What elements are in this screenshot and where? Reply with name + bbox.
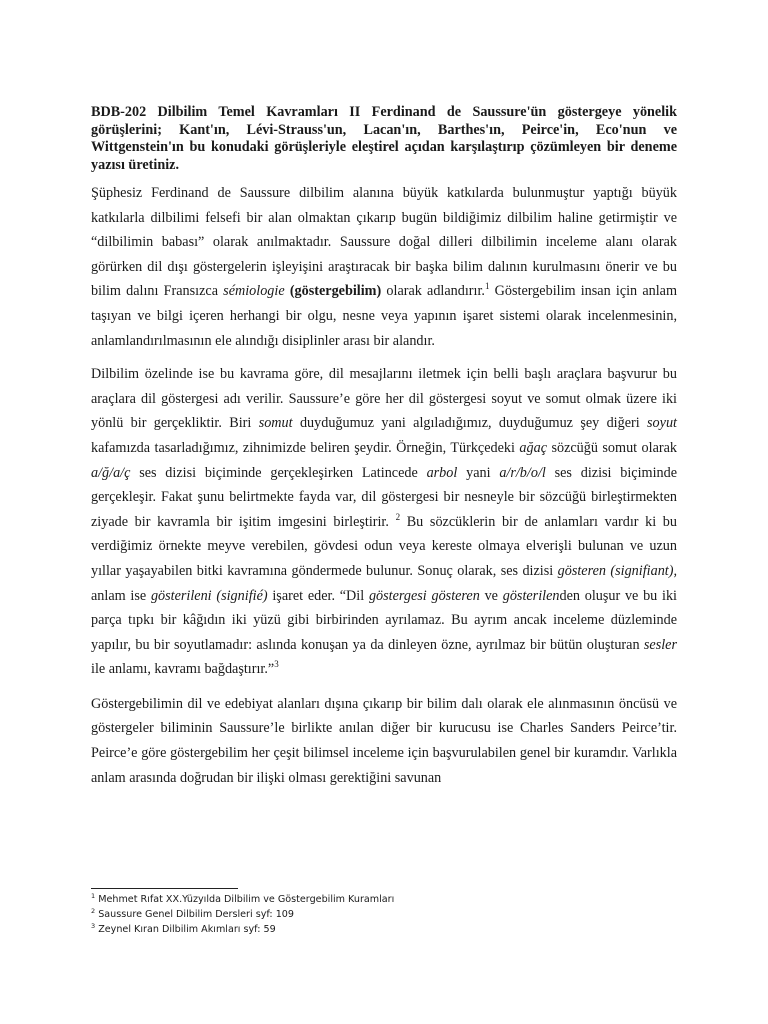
term-semiologie: sémiologie <box>223 283 285 300</box>
paragraph-3: Göstergebilimin dil ve edebiyat alanları dışına çıkarıp bir bilim dalı olarak ele alınmasının öncüsü ve göstergeler biliminin Saussure’le birlikte anılan diğer bir kurucusu ise Charles Sanders Peirce’tir. Peirce’e göre göstergebilim her çeşit bilimsel inceleme için başvurulabilen genel bir kuramdır. Varlıkla anlam arasında doğrudan bir ilişki olması gerektiğini savunan <box>91 695 677 786</box>
paragraph-2-text: ve <box>479 587 503 604</box>
paragraph-2-text: ile anlamı, kavramı bağdaştırır.” <box>91 661 275 678</box>
term-soyut: soyut <box>647 415 677 432</box>
paragraph-2-text: ses dizisi biçiminde gerçekleşirken Latincede <box>130 464 427 481</box>
document-body <box>91 104 677 790</box>
paragraph-1-text: Şüphesiz Ferdinand de Saussure dilbilim alanına büyük katkılarda bulunmuştur yaptığı büyük katkılarla dilbilimi felsefi bir alan olmaktan çıkarıp bugün bildiğimiz dilbilim haline getirmiştir ve “dilbilimin babası” olarak anılmaktadır. Saussure doğal dilleri dilbilimin inceleme alanı olarak görürken dil dışı göstergelerin işleyişini araştıracak bir başka bilim dalının kurulmasını önerir ve bu bilim dalını Fransızca <box>91 185 677 300</box>
term-arbol-sounds: a/r/b/o/l <box>499 464 546 481</box>
term-gostergebilim: (göstergebilim) <box>289 283 382 300</box>
term-agac-sounds: a/ğ/a/ç <box>91 464 131 481</box>
paragraph-2 <box>91 362 677 682</box>
paragraph-2-text: duyduğumuz yani algıladığımız, duyduğumuz şey diğeri <box>292 415 648 432</box>
paragraph-2-text: den oluşur ve bu iki parça tıpkı bir kâğıdın iki yüzü gibi birbirinden ayrılamaz. Bu ayrım ancak inceleme düzleminde yapılır, bu bir soyutlamadır: aslında konuşan ya da dinleyen özne, ayrılmaz bir bütün oluşturan <box>91 587 677 653</box>
term-agac: ağaç <box>519 439 548 456</box>
paragraph-2-text: işaret eder. “Dil <box>267 587 369 604</box>
term-sesler: sesler <box>643 636 677 653</box>
footnote-3 <box>91 922 677 937</box>
paragraph-1-text: olarak adlandırır. <box>381 283 485 300</box>
footnote-number: 3 <box>91 922 96 931</box>
footnote-text: Mehmet Rıfat XX.Yüzyılda Dilbilim ve Göstergebilim Kuramları <box>98 894 395 905</box>
footnote-separator <box>91 888 238 889</box>
paragraph-2-text: sözcüğü somut olarak <box>547 439 678 456</box>
paragraph-2-text: anlam ise <box>91 587 151 604</box>
term-gosterilen: gösterilen <box>502 587 560 604</box>
footnote-text: Zeynel Kıran Dilbilim Akımları syf: 59 <box>98 924 276 936</box>
footnote-number: 2 <box>91 907 96 916</box>
paragraph-2-text: yani <box>457 464 500 481</box>
term-arbol: arbol <box>426 464 458 481</box>
footnote-text: Saussure Genel Dilbilim Dersleri syf: 109 <box>98 909 295 921</box>
term-gosteren: gösteren (signifiant), <box>557 562 678 579</box>
paragraph-2-text: Dilbilim özelinde ise bu kavrama göre, dil mesajlarını iletmek için belli başlı araçlara başvurur bu araçlara dil göstergesi adı verilir. Saussure’e göre her dil göstergesi soyut ve somut olmak üzere iki yönlü bir gerçekliktir. Biri <box>91 366 677 432</box>
paragraph-1-text: Göstergebilim insan için anlam taşıyan ve bilgi içeren herhangi bir olgu, nesne veya yapının işaret sistemi olarak incelenmesinin, anlamlandırılmasının ele alındığı disiplinler arası bir alandır. <box>91 283 677 349</box>
footnote-ref-3: 3 <box>274 659 279 670</box>
paragraph-1 <box>91 181 677 353</box>
assignment-title: BDB-202 Dilbilim Temel Kavramları II Ferdinand de Saussure'ün göstergeye yönelik görüşlerini; Kant'ın, Lévi-Strauss'un, Lacan'ın, Barthes'ın, Peirce'in, Eco'nun ve Wittgenstein'ın bu konudaki görüşleriyle eleştirel açıdan karşılaştırıp çözümleyen bir deneme yazısı üretiniz. <box>91 104 677 173</box>
term-somut: somut <box>258 415 293 432</box>
footnote-ref-2: 2 <box>395 511 401 522</box>
footnote-2 <box>91 907 677 922</box>
paragraph-2-text: kafamızda tasarladığımız, zihnimizde beliren şeydir. Örneğin, Türkçedeki <box>91 439 520 456</box>
paragraph-2-text: ses dizisi biçiminde gerçekleşir. Fakat şunu belirtmekte fayda var, dil göstergesi bir nesneyle bir sözcüğü birleştirmekten ziyade bir kavramla bir işitim imgesini birleştirir. <box>91 464 677 530</box>
footnote-ref-1: 1 <box>484 281 490 292</box>
footnote-1 <box>91 892 677 907</box>
term-gostergesi-gosteren: göstergesi gösteren <box>368 587 480 604</box>
footnotes <box>91 892 677 938</box>
term-gosterileni: gösterileni (signifié) <box>150 587 268 604</box>
paragraph-2-text: Bu sözcüklerin bir de anlamları vardır ki bu verdiğimiz örnekte meyve verebilen, gövdesi odun veya kereste olmaya elverişli bulunan ve uzun yıllar yaşayabilen bitki kavramına göndermede bulunur. Sonuç olarak, ses dizisi <box>91 513 677 579</box>
footnote-number: 1 <box>91 892 96 900</box>
